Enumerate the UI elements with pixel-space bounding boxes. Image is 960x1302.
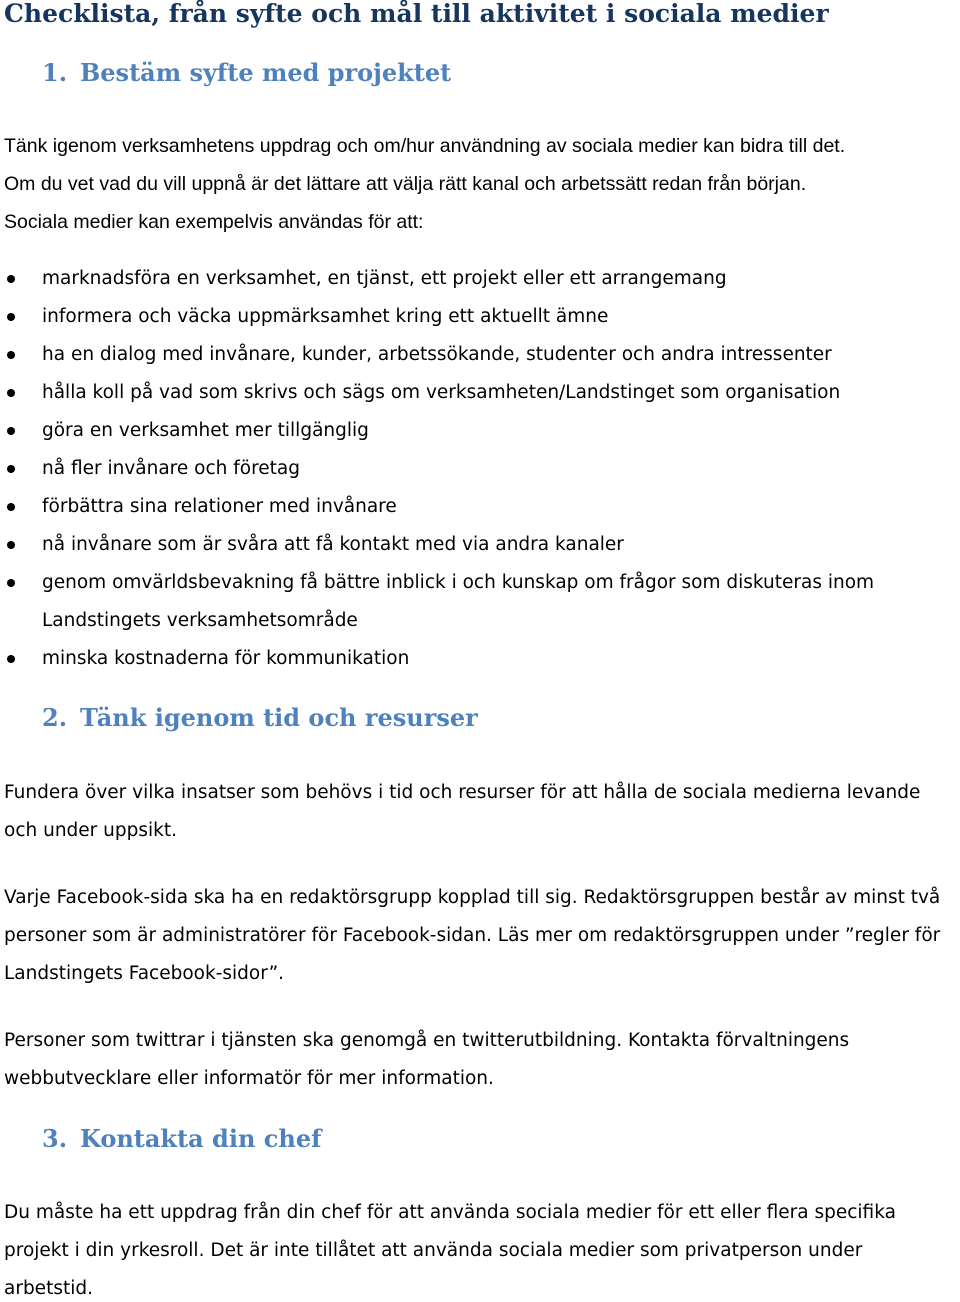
bullet-icon xyxy=(7,313,15,321)
list-item-text: marknadsföra en verksamhet, en tjänst, ett projekt eller ett arrangemang xyxy=(42,268,727,289)
document-title: Checklista, från syfte och mål till aktivitet i sociala medier xyxy=(4,0,829,28)
list-item-text: förbättra sina relationer med invånare xyxy=(42,496,397,517)
list-item-text: hålla koll på vad som skrivs och sägs om verksamheten/Landstinget som organisation xyxy=(42,382,841,403)
list-item-text: genom omvärldsbevakning få bättre inblick i och kunskap om frågor som diskuteras inom xyxy=(42,572,875,593)
section-2-number: 2. xyxy=(42,703,68,732)
section-2-paragraph-line: och under uppsikt. xyxy=(4,820,177,841)
bullet-icon xyxy=(7,351,15,359)
section-3-number: 3. xyxy=(42,1124,68,1153)
bullet-icon xyxy=(7,427,15,435)
section-2-heading xyxy=(42,702,478,734)
list-item-text: göra en verksamhet mer tillgänglig xyxy=(42,420,369,441)
bullet-icon xyxy=(7,389,15,397)
section-1-heading xyxy=(42,57,451,89)
list-item-text: nå invånare som är svåra att få kontakt med via andra kanaler xyxy=(42,534,624,555)
list-item-text: nå fler invånare och företag xyxy=(42,458,300,479)
bullet-icon xyxy=(7,275,15,283)
section-1-heading-text: Bestäm syfte med projektet xyxy=(80,58,452,87)
bullet-icon xyxy=(7,655,15,663)
section-1-intro-line: Tänk igenom verksamhetens uppdrag och om/hur användning av sociala medier kan bidra till det. xyxy=(4,135,846,157)
section-1-intro-line: Om du vet vad du vill uppnå är det lättare att välja rätt kanal och arbetssätt redan från början. xyxy=(4,173,807,195)
section-3-paragraph-line: arbetstid. xyxy=(4,1278,93,1299)
bullet-icon xyxy=(7,579,15,587)
list-item-text: informera och väcka uppmärksamhet kring ett aktuellt ämne xyxy=(42,306,609,327)
section-3-paragraph-line: projekt i din yrkesroll. Det är inte tillåtet att använda sociala medier som privatperson under xyxy=(4,1240,863,1261)
section-2-paragraph-line: webbutvecklare eller informatör för mer information. xyxy=(4,1068,494,1089)
list-item-text: minska kostnaderna för kommunikation xyxy=(42,648,410,669)
section-2-paragraph-line: Landstingets Facebook-sidor”. xyxy=(4,963,285,984)
section-2-paragraph-line: Fundera över vilka insatser som behövs i tid och resurser för att hålla de sociala medierna levande xyxy=(4,782,921,803)
section-2-heading-text: Tänk igenom tid och resurser xyxy=(80,703,478,732)
list-item-text: ha en dialog med invånare, kunder, arbetssökande, studenter och andra intressenter xyxy=(42,344,832,365)
section-1-number: 1. xyxy=(42,58,68,87)
bullet-icon xyxy=(7,541,15,549)
section-2-paragraph-line: Personer som twittrar i tjänsten ska genomgå en twitterutbildning. Kontakta förvaltningens xyxy=(4,1030,850,1051)
section-2-paragraph-line: Varje Facebook-sida ska ha en redaktörsgrupp kopplad till sig. Redaktörsgruppen består av minst två xyxy=(4,887,941,908)
bullet-icon xyxy=(7,465,15,473)
section-1-intro-line: Sociala medier kan exempelvis användas för att: xyxy=(4,211,424,233)
list-item-continuation: Landstingets verksamhetsområde xyxy=(42,610,358,631)
section-3-heading-text: Kontakta din chef xyxy=(80,1124,322,1153)
bullet-icon xyxy=(7,503,15,511)
section-3-paragraph-line: Du måste ha ett uppdrag från din chef för att använda sociala medier för ett eller flera specifika xyxy=(4,1202,896,1223)
section-2-paragraph-line: personer som är administratörer för Facebook-sidan. Läs mer om redaktörsgruppen under ”regler för xyxy=(4,925,941,946)
section-3-heading xyxy=(42,1123,321,1155)
